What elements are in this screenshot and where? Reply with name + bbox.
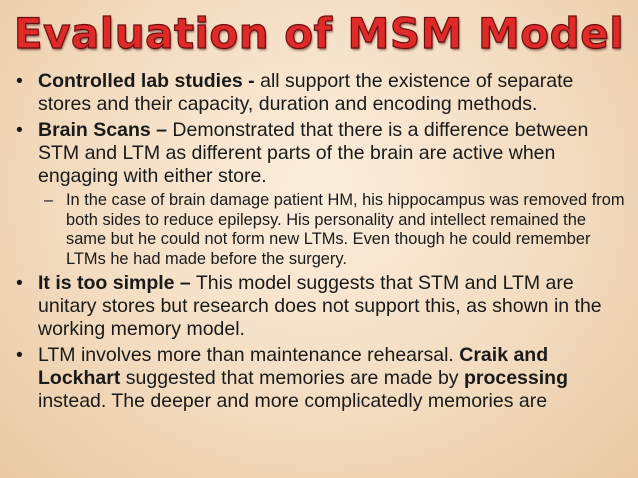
bullet-point xyxy=(14,344,630,413)
sub-point xyxy=(14,191,630,269)
bullet-point xyxy=(14,272,630,341)
sub-point-text: In the case of brain damage patient HM, his hippocampus was removed from both sides to reduce epilepsy. His personality and intellect remained the same but he could not form new LTMs. Even though he could remember LTMs he had made before the surgery. xyxy=(66,191,625,268)
point-text: Demonstrated that there is a difference between STM and LTM as different parts of the brain are active when engaging with either store. xyxy=(38,119,589,187)
point-heading: Controlled lab studies - xyxy=(38,70,255,92)
point-text: instead. The deeper and more complicatedly memories are xyxy=(38,390,548,412)
slide-content xyxy=(14,70,630,416)
point-heading: It is too simple – xyxy=(38,272,191,294)
point-emphasis: Craik and Lockhart xyxy=(38,344,549,389)
point-text: LTM involves more than maintenance rehearsal. xyxy=(38,344,460,366)
bullet-point xyxy=(14,119,630,188)
bullet-point xyxy=(14,70,630,116)
point-text: This model suggests that STM and LTM are unitary stores but research does not support this, as shown in the working memory model. xyxy=(38,272,602,340)
bullet-icon: • xyxy=(16,272,23,294)
slide-title: Evaluation of MSM Model xyxy=(13,9,625,58)
point-emphasis: processing xyxy=(463,367,568,389)
point-heading: Brain Scans – xyxy=(38,119,167,141)
point-text: suggested that memories are made by xyxy=(120,367,464,389)
bullet-icon: • xyxy=(16,344,23,366)
dash-icon: – xyxy=(44,191,54,209)
point-text: all support the existence of separate stores and their capacity, duration and encoding methods. xyxy=(38,70,574,115)
bullet-icon: • xyxy=(16,119,23,141)
bullet-icon: • xyxy=(16,70,23,92)
